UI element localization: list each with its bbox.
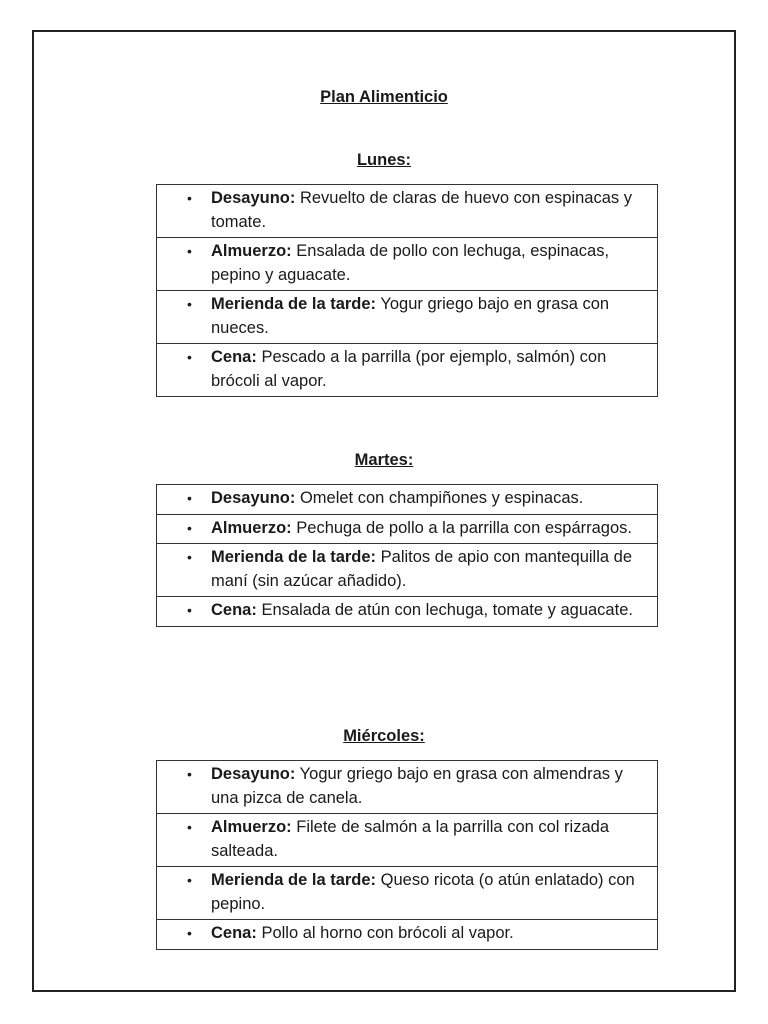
bullet-icon: •	[187, 349, 192, 365]
meal-row	[157, 866, 657, 919]
meal-label: Cena:	[211, 924, 257, 942]
meal-row	[157, 919, 657, 949]
meal-row	[157, 514, 657, 544]
meal-table-martes	[156, 484, 658, 627]
bullet-icon: •	[187, 872, 192, 888]
meal-label: Desayuno:	[211, 189, 296, 207]
meal-text: Yogur griego bajo en grasa con nueces.	[211, 295, 610, 337]
bullet-icon: •	[187, 819, 192, 835]
meal-text: Ensalada de pollo con lechuga, espinacas, pepino y aguacate.	[211, 242, 610, 284]
document-title: Plan Alimenticio	[320, 88, 448, 106]
meal-text: Pollo al horno con brócoli al vapor.	[261, 924, 514, 942]
meal-row	[157, 543, 657, 596]
bullet-icon: •	[187, 602, 192, 618]
meal-text: Filete de salmón a la parrilla con col rizada salteada.	[211, 818, 610, 860]
meal-label: Merienda de la tarde:	[211, 295, 377, 313]
bullet-icon: •	[187, 766, 192, 782]
meal-text: Ensalada de atún con lechuga, tomate y aguacate.	[261, 601, 633, 619]
bullet-icon: •	[187, 490, 192, 506]
meal-label: Merienda de la tarde:	[211, 548, 377, 566]
meal-text: Pescado a la parrilla (por ejemplo, salmón) con brócoli al vapor.	[211, 348, 607, 390]
meal-text: Revuelto de claras de huevo con espinacas y tomate.	[211, 189, 632, 231]
meal-text: Pechuga de pollo a la parrilla con espárragos.	[296, 518, 632, 537]
meal-label: Merienda de la tarde:	[211, 871, 377, 889]
bullet-icon: •	[187, 549, 192, 565]
bullet-icon: •	[187, 925, 192, 941]
meal-text: Queso ricota (o atún enlatado) con pepino.	[211, 871, 635, 913]
meal-row	[157, 485, 657, 514]
meal-label: Desayuno:	[211, 489, 296, 507]
meal-table-miercoles	[156, 760, 658, 950]
meal-row	[157, 761, 657, 813]
meal-label: Desayuno:	[211, 765, 296, 783]
meal-label: Almuerzo:	[211, 242, 292, 260]
day-heading-miercoles: Miércoles:	[343, 727, 425, 745]
meal-text: Palitos de apio con mantequilla de maní (sin azúcar añadido).	[211, 548, 632, 590]
meal-row	[157, 343, 657, 396]
bullet-icon: •	[187, 190, 192, 206]
meal-row	[157, 185, 657, 237]
meal-table-lunes	[156, 184, 658, 397]
bullet-icon: •	[187, 519, 192, 536]
bullet-icon: •	[187, 243, 192, 259]
meal-row	[157, 237, 657, 290]
meal-label: Almuerzo:	[211, 818, 292, 836]
meal-row	[157, 813, 657, 866]
meal-text: Yogur griego bajo en grasa con almendras y una pizca de canela.	[211, 765, 623, 807]
meal-row	[157, 596, 657, 626]
meal-text: Omelet con champiñones y espinacas.	[299, 489, 584, 507]
bullet-icon: •	[187, 296, 192, 312]
meal-label: Almuerzo:	[211, 518, 292, 537]
meal-label: Cena:	[211, 348, 257, 366]
day-heading-lunes: Lunes:	[356, 151, 412, 169]
meal-label: Cena:	[211, 601, 257, 619]
day-heading-martes: Martes:	[354, 451, 414, 469]
meal-row	[157, 290, 657, 343]
